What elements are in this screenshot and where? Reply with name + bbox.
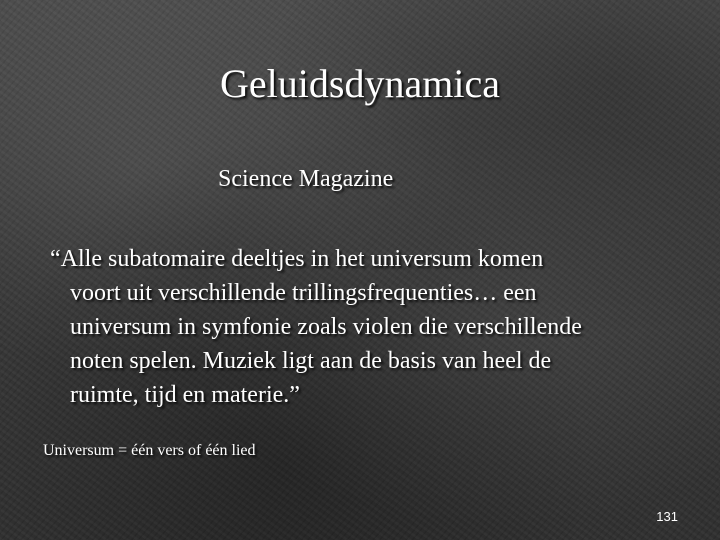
slide-subtitle: Science Magazine <box>218 166 394 192</box>
quote-line: “Alle subatomaire deeltjes in het universum komen <box>50 246 544 272</box>
quote-line: universum in symfonie zoals violen die verschillende <box>70 314 582 340</box>
quote-line: noten spelen. Muziek ligt aan de basis van heel de <box>70 348 552 374</box>
quote-line: voort uit verschillende trillingsfrequenties… een <box>70 280 537 306</box>
slide-title: Geluidsdynamica <box>220 61 500 106</box>
footer-note: Universum = één vers of één lied <box>43 442 256 459</box>
quote-line: ruimte, tijd en materie.” <box>70 382 300 408</box>
slide-number: 131 <box>656 509 678 524</box>
quote-block <box>50 242 690 412</box>
